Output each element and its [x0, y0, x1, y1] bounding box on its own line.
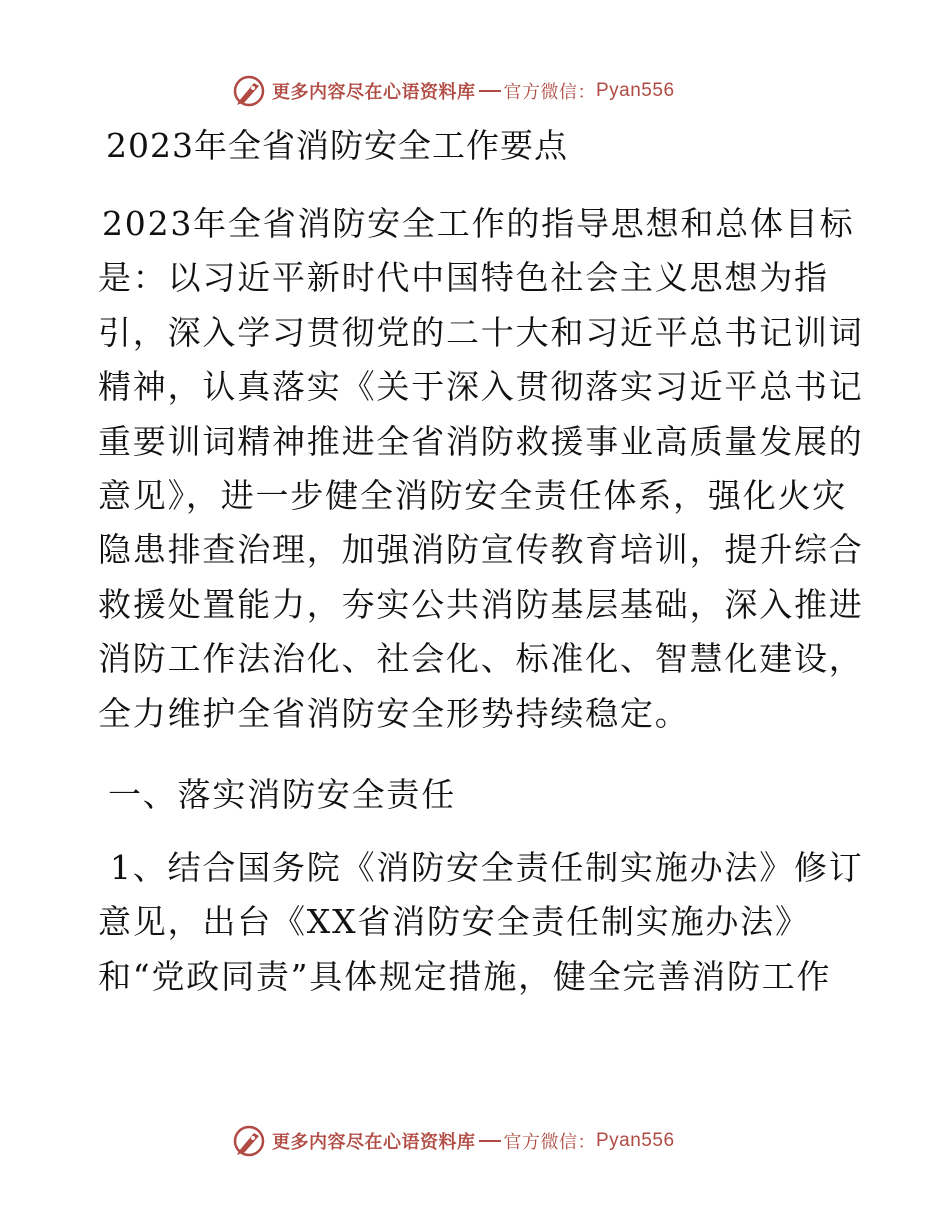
document-body — [98, 120, 864, 1004]
watermark-site-text: 更多内容尽在心语资料库 — [272, 1132, 476, 1153]
watermark-separator — [479, 1140, 501, 1142]
text-line: 消防工作法治化、社会化、标准化、智慧化建设， — [98, 639, 864, 679]
text-line: 全力维护全省消防安全形势持续稳定。 — [98, 693, 690, 733]
watermark-footer — [232, 1121, 675, 1161]
text-line: 意见》，进一步健全消防安全责任体系，强化火灾 — [98, 476, 848, 516]
text-line: 隐患排查治理，加强消防宣传教育培训，提升综合 — [98, 530, 864, 570]
section-heading: 一、落实消防安全责任 — [108, 775, 456, 815]
text-line: 意见，出台《XX省消防安全责任制实施办法》 — [98, 902, 810, 942]
watermark-separator — [479, 90, 501, 92]
text-line: 救援处置能力，夯实公共消防基层基础，深入推进 — [98, 584, 864, 624]
text-line: 和“党政同责”具体规定措施，健全完善消防工作 — [98, 956, 832, 996]
intro-paragraph — [98, 197, 864, 741]
pen-logo-icon — [232, 1124, 266, 1158]
text-line: 精神，认真落实《关于深入贯彻落实习近平总书记 — [98, 367, 864, 407]
item-paragraph — [98, 841, 864, 1004]
watermark-wechat-id: Pyan556 — [596, 1130, 675, 1151]
watermark-wechat-label: 官方微信： — [503, 82, 596, 103]
text-line: 引，深入学习贯彻党的二十大和习近平总书记训词 — [98, 312, 864, 352]
watermark-site-text: 更多内容尽在心语资料库 — [272, 82, 476, 103]
watermark-wechat-id: Pyan556 — [596, 80, 675, 101]
text-line: 1、结合国务院《消防安全责任制实施办法》修订 — [110, 848, 864, 888]
pen-logo-icon — [232, 74, 266, 108]
text-line: 2023年全省消防安全工作的指导思想和总体目标 — [102, 204, 855, 243]
text-line: 重要训词精神推进全省消防救援事业高质量发展的 — [98, 421, 864, 461]
text-line: 是：以习近平新时代中国特色社会主义思想为指 — [98, 258, 829, 298]
document-title: 2023年全省消防安全工作要点 — [106, 126, 568, 165]
watermark-wechat-label: 官方微信： — [503, 1132, 596, 1153]
watermark-header — [232, 71, 675, 111]
